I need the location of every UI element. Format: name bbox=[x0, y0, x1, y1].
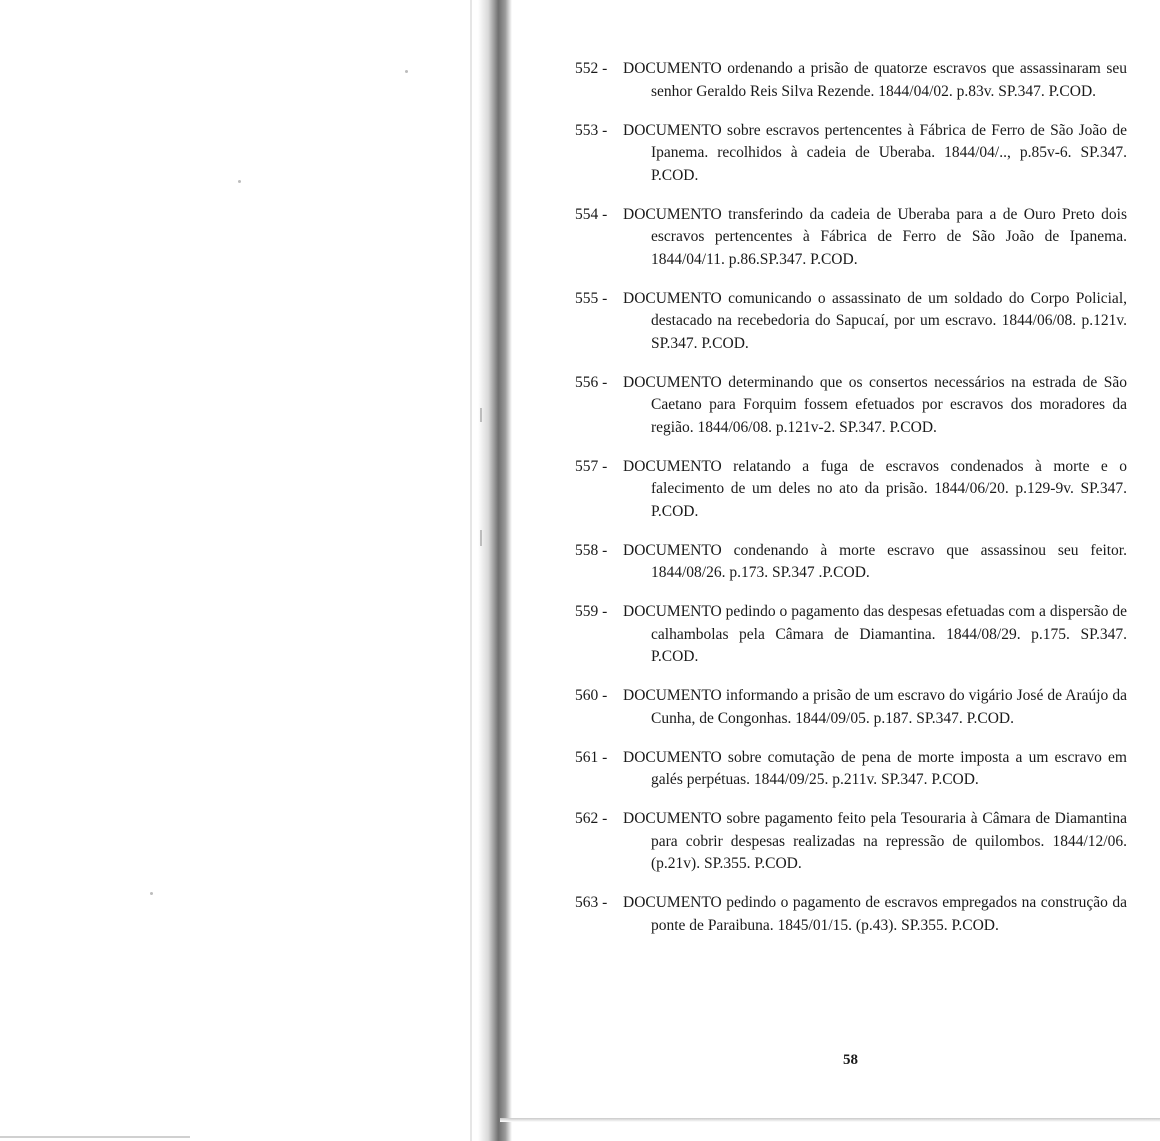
entry-number: 563 - bbox=[575, 894, 608, 911]
entry-text: DOCUMENTO sobre pagamento feito pela Tesouraria à Câmara de Diamantina para cobrir despesas realizadas na repressão de quilombos. 1844/12/06. (p.21v). SP.355. P.COD. bbox=[623, 810, 1127, 872]
list-item bbox=[575, 892, 1127, 937]
entry-text: DOCUMENTO relatando a fuga de escravos condenados à morte e o falecimento de um deles no ato da prisão. 1844/06/20. p.129-9v. SP.347. P.COD. bbox=[623, 457, 1127, 520]
page-number: 58 bbox=[843, 1052, 858, 1068]
page-bottom-edge bbox=[500, 1118, 1160, 1122]
paper-speck bbox=[480, 408, 482, 422]
entry-number: 555 - bbox=[575, 289, 608, 307]
list-item bbox=[575, 540, 1127, 585]
entry-number: 559 - bbox=[575, 603, 608, 620]
document-page bbox=[575, 58, 1127, 954]
list-item bbox=[575, 685, 1127, 730]
list-item bbox=[575, 808, 1127, 876]
left-page-bottom-edge bbox=[0, 1136, 190, 1138]
page-gutter-line bbox=[470, 0, 472, 1141]
list-item bbox=[575, 58, 1127, 103]
entry-number: 560 - bbox=[575, 687, 608, 704]
entry-number: 553 - bbox=[575, 121, 608, 139]
entry-text: DOCUMENTO sobre comutação de pena de morte imposta a um escravo em galés perpétuas. 1844/09/25. p.211v. SP.347. P.COD. bbox=[623, 748, 1127, 788]
entry-text: DOCUMENTO sobre escravos pertencentes à Fábrica de Ferro de São João de Ipanema. recolhidos à cadeia de Uberaba. 1844/04/.., p.85v-6. SP.347. P.COD. bbox=[623, 121, 1127, 184]
list-item bbox=[575, 747, 1127, 792]
list-item bbox=[575, 204, 1127, 272]
paper-speck bbox=[238, 180, 241, 183]
entry-number: 562 - bbox=[575, 810, 608, 827]
entry-text: DOCUMENTO pedindo o pagamento das despesas efetuadas com a dispersão de calhambolas pela Câmara de Diamantina. 1844/08/29. p.175. SP.347. P.COD. bbox=[623, 603, 1127, 665]
entry-number: 558 - bbox=[575, 541, 608, 559]
entry-number: 556 - bbox=[575, 373, 608, 391]
paper-speck bbox=[405, 70, 408, 73]
paper-speck bbox=[480, 530, 482, 546]
entry-number: 557 - bbox=[575, 457, 608, 475]
entry-text: DOCUMENTO condenando à morte escravo que assassinou seu feitor. 1844/08/26. p.173. SP.347 .P.COD. bbox=[623, 541, 1127, 581]
paper-speck bbox=[150, 892, 153, 895]
entry-text: DOCUMENTO determinando que os consertos necessários na estrada de São Caetano para Forquim fossem efetuados por escravos dos moradores da região. 1844/06/08. p.121v-2. SP.347. P.COD. bbox=[623, 373, 1127, 436]
entry-text: DOCUMENTO informando a prisão de um escravo do vigário José de Araújo da Cunha, de Congonhas. 1844/09/05. p.187. SP.347. P.COD. bbox=[623, 687, 1127, 727]
list-item bbox=[575, 372, 1127, 440]
book-binding-shadow bbox=[478, 0, 512, 1141]
list-item bbox=[575, 288, 1127, 356]
list-item bbox=[575, 601, 1127, 669]
entry-number: 561 - bbox=[575, 748, 608, 766]
entry-number: 554 - bbox=[575, 205, 608, 223]
entry-text: DOCUMENTO pedindo o pagamento de escravos empregados na construção da ponte de Paraibuna. 1845/01/15. (p.43). SP.355. P.COD. bbox=[623, 894, 1127, 934]
list-item bbox=[575, 120, 1127, 188]
list-item bbox=[575, 456, 1127, 524]
entry-text: DOCUMENTO comunicando o assassinato de um soldado do Corpo Policial, destacado na recebedoria do Sapucaí, por um escravo. 1844/06/08. p.121v. SP.347. P.COD. bbox=[623, 289, 1127, 352]
entry-text: DOCUMENTO ordenando a prisão de quatorze escravos que assassinaram seu senhor Geraldo Reis Silva Rezende. 1844/04/02. p.83v. SP.347. P.COD. bbox=[623, 60, 1127, 100]
entry-number: 552 - bbox=[575, 60, 608, 77]
entry-text: DOCUMENTO transferindo da cadeia de Uberaba para a de Ouro Preto dois escravos pertencentes à Fábrica de Ferro de São João de Ipanema. 1844/04/11. p.86.SP.347. P.COD. bbox=[623, 205, 1127, 268]
